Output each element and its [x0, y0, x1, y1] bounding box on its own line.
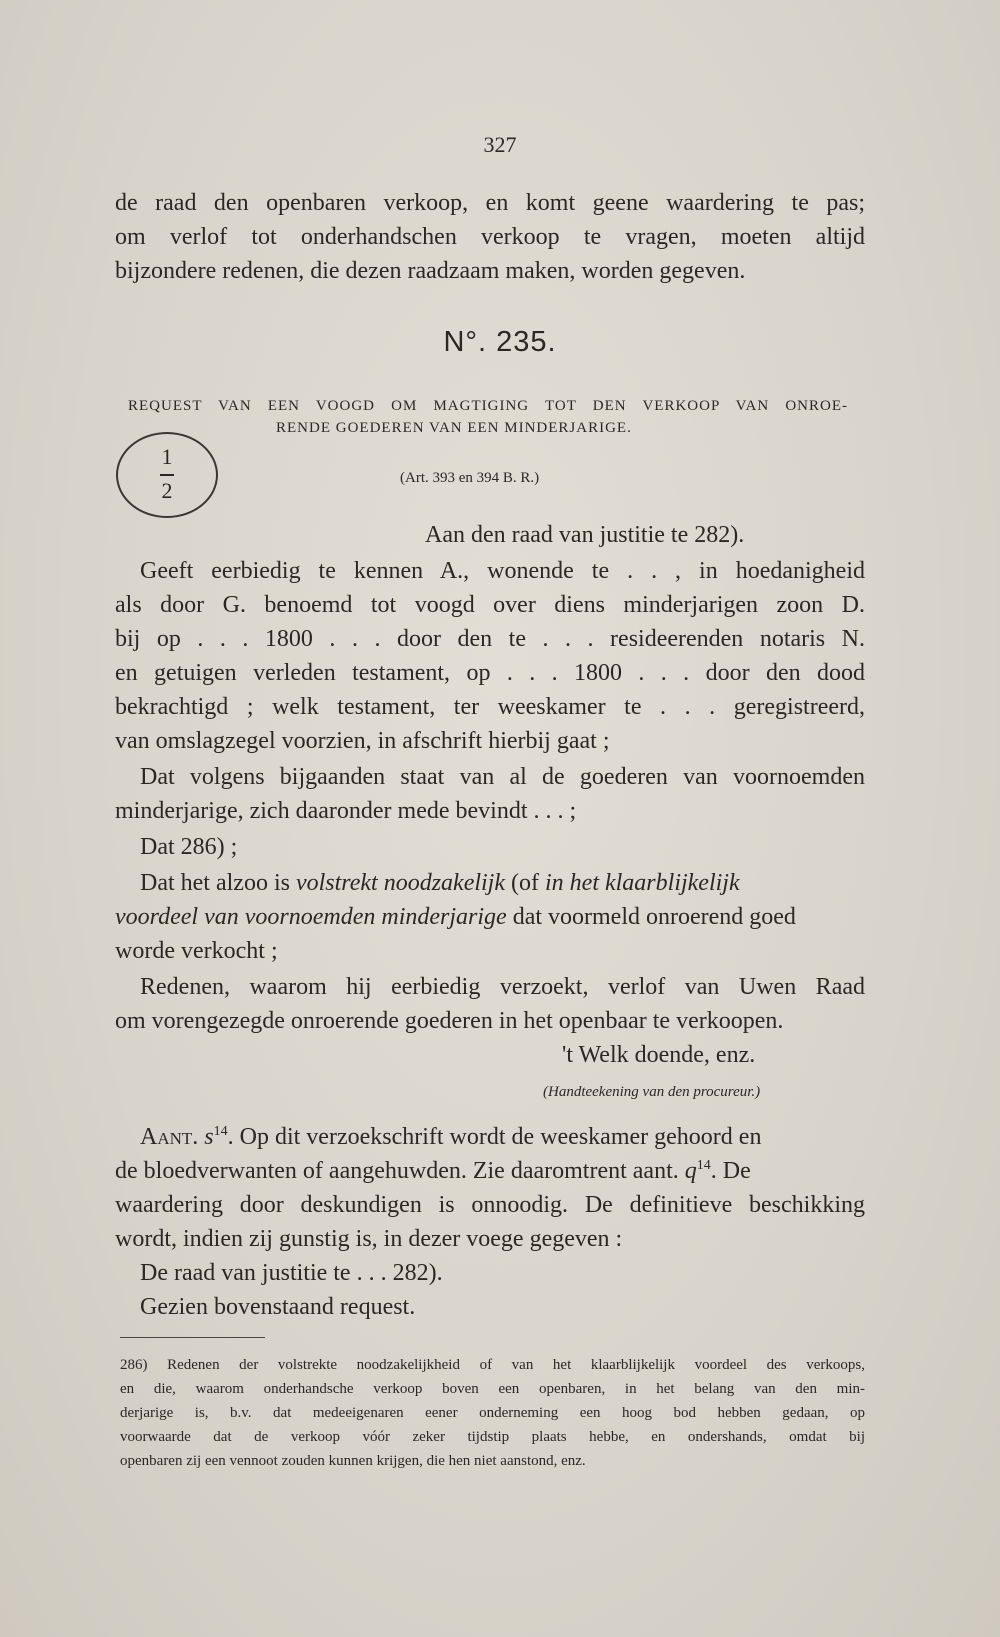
body-line: Dat 286) ;	[140, 834, 238, 860]
document-number: N°. 235.	[443, 326, 557, 358]
note-label: Aant.	[140, 1124, 199, 1150]
note-line-3: waardering door deskundigen is onnoodig. De definitieve beschikking	[115, 1192, 865, 1218]
italic-para-line-1	[140, 868, 865, 898]
text-run: dat voormeld onroerend goed	[506, 904, 796, 930]
body-line: Geeft eerbiedig te kennen A., wonende te . . , in hoedanigheid	[140, 558, 865, 584]
address-line: Aan den raad van justitie te 282).	[425, 522, 745, 548]
closing-formula: 't Welk doende, enz.	[562, 1042, 756, 1068]
note-line-6: Gezien bovenstaand request.	[140, 1294, 416, 1320]
closing-line: om vorengezegde onroerende goederen in het openbaar te verkoopen.	[115, 1008, 784, 1034]
stamp-fraction-bar	[160, 474, 174, 476]
note-line-1	[140, 1122, 865, 1152]
fraction-stamp	[116, 432, 218, 518]
intro-line: om verlof tot onderhandschen verkoop te vragen, moeten altijd	[115, 224, 865, 250]
text-run: (of	[505, 870, 545, 896]
text-run: de bloedverwanten of aangehuwden. Zie daaromtrent aant.	[115, 1158, 685, 1184]
body-line: minderjarige, zich daaronder mede bevindt . . . ;	[115, 798, 577, 824]
footnote-line: openbaren zij een vennoot zouden kunnen krijgen, die hen niet aanstond, enz.	[120, 1453, 586, 1469]
page-number: 327	[483, 132, 517, 157]
stamp-denominator: 2	[161, 478, 173, 503]
note-line-5: De raad van justitie te . . . 282).	[140, 1260, 443, 1286]
italic-para-line-3: worde verkocht ;	[115, 938, 278, 964]
intro-line: bijzondere redenen, die dezen raadzaam maken, worden gegeven.	[115, 258, 746, 284]
text-run: . De	[710, 1158, 751, 1184]
note-line-2	[115, 1156, 865, 1186]
note-ref: s	[204, 1124, 214, 1150]
heading-line: RENDE GOEDEREN VAN EEN MINDERJARIGE.	[276, 420, 632, 436]
note-ref-sup: 14	[213, 1124, 228, 1139]
body-line: Dat volgens bijgaanden staat van al de goederen van voornoemden	[140, 764, 865, 790]
body-line: bekrachtigd ; welk testament, ter weeskamer te . . . geregistreerd,	[115, 694, 865, 720]
italic-run: volstrekt noodzakelijk	[295, 870, 506, 896]
italic-para-line-2	[115, 902, 865, 932]
italic-run: in het klaarblijkelijk	[545, 870, 740, 896]
note-line-4: wordt, indien zij gunstig is, in dezer voege gegeven :	[115, 1226, 623, 1252]
text-run: Dat het alzoo is	[140, 870, 296, 896]
heading-line: REQUEST VAN EEN VOOGD OM MAGTIGING TOT DEN VERKOOP VAN ONROE-	[128, 398, 848, 414]
stamp-numerator: 1	[161, 444, 173, 469]
text-run: . Op dit verzoekschrift wordt de weeskamer gehoord en	[227, 1124, 762, 1150]
intro-line: de raad den openbaren verkoop, en komt geene waardering te pas;	[115, 190, 865, 216]
footnote-line: en die, waarom onderhandsche verkoop boven een openbaren, in het belang van den min-	[120, 1381, 865, 1397]
footnote-divider	[120, 1337, 265, 1338]
article-reference: (Art. 393 en 394 B. R.)	[400, 470, 540, 486]
italic-run: voordeel van voornoemden minderjarige	[115, 904, 507, 930]
footnote-line: derjarige is, b.v. dat medeeigenaren eener onderneming een hoog bod hebben gedaan, op	[120, 1405, 865, 1421]
note-ref: q	[684, 1158, 697, 1184]
body-line: als door G. benoemd tot voogd over diens minderjarigen zoon D.	[115, 592, 865, 618]
signature-placeholder: (Handteekening van den procureur.)	[543, 1084, 761, 1100]
footnote-line: voorwaarde dat de verkoop vóór zeker tijdstip plaats hebbe, en ondershands, omdat bij	[120, 1429, 865, 1445]
body-line: bij op . . . 1800 . . . door den te . . . resideerenden notaris N.	[115, 626, 865, 652]
closing-line: Redenen, waarom hij eerbiedig verzoekt, verlof van Uwen Raad	[140, 974, 865, 1000]
footnote-line: 286) Redenen der volstrekte noodzakelijkheid of van het klaarblijkelijk voordeel des verkoops,	[120, 1357, 865, 1373]
body-line: en getuigen verleden testament, op . . . 1800 . . . door den dood	[115, 660, 865, 686]
note-ref-sup: 14	[696, 1158, 711, 1173]
body-line: van omslagzegel voorzien, in afschrift hierbij gaat ;	[115, 728, 610, 754]
